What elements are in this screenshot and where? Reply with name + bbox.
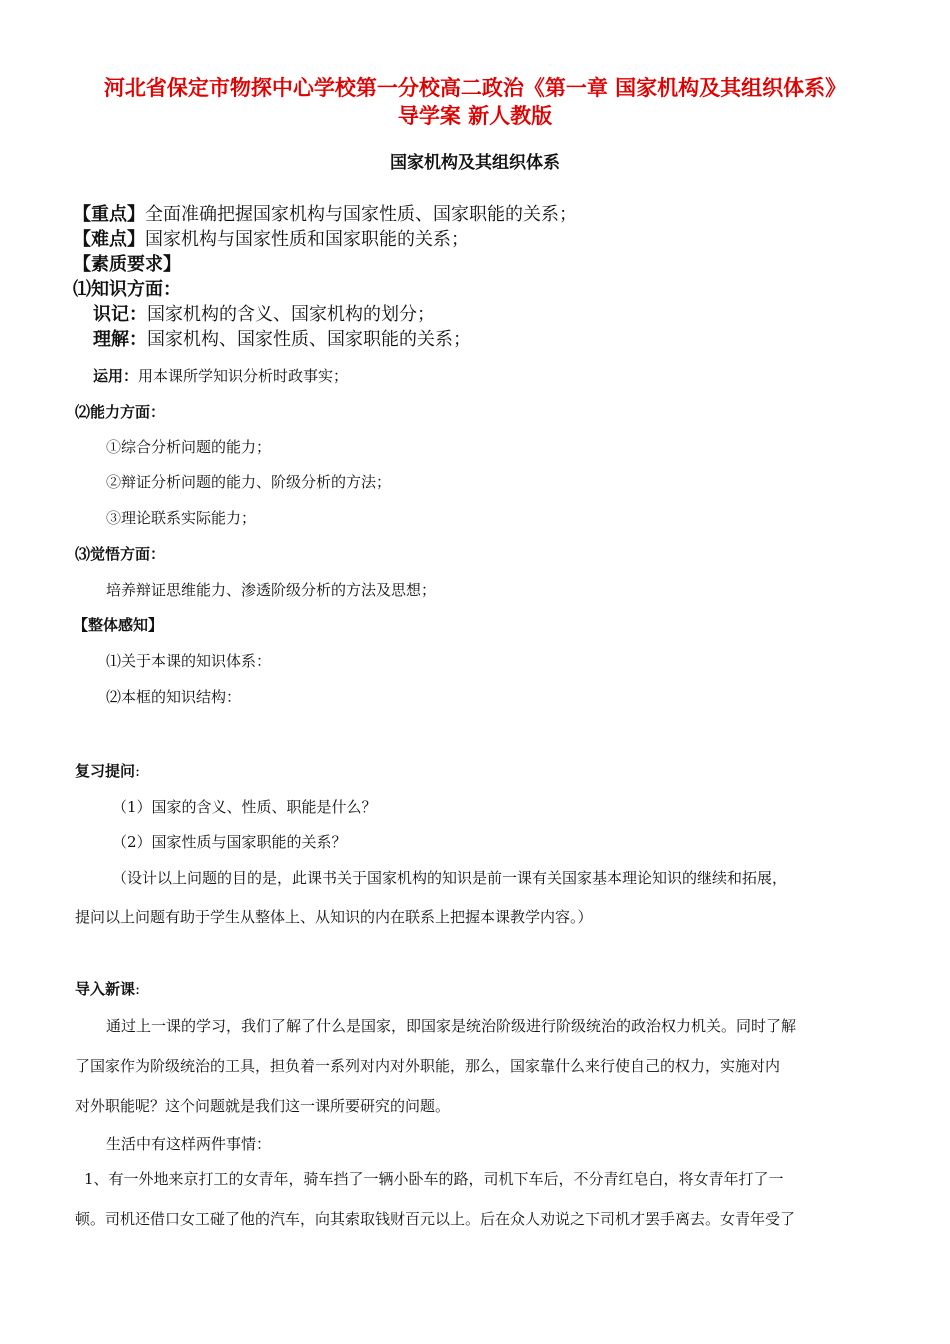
doc-title-line1: 河北省保定市物探中心学校第一分校高二政治《第一章 国家机构及其组织体系》 <box>103 76 847 100</box>
ability-heading: ⑵能力方面： <box>75 403 166 421</box>
understand-text: 国家机构、国家性质、国家职能的关系； <box>147 329 471 350</box>
understand-line <box>93 325 471 351</box>
overall-item-2: ⑵本框的知识结构： <box>106 688 242 706</box>
memorize-line <box>93 300 435 326</box>
intro-paragraph-1-line-1: 通过上一课的学习，我们了解了什么是国家，即国家是统治阶级进行阶级统治的政治权力机关。同时了解 <box>106 1017 797 1035</box>
review-note-line-1: （设计以上问题的目的是，此课书关于国家机构的知识是前一课有关国家基本理论知识的继续和拓展， <box>112 869 788 887</box>
overall-item-1: ⑴关于本课的知识体系： <box>106 652 272 670</box>
memorize-text: 国家机构的含义、国家机构的划分； <box>147 304 435 325</box>
memorize-label: 识记： <box>93 304 147 325</box>
ability-item-2: ②辩证分析问题的能力、阶级分析的方法； <box>106 473 392 491</box>
doc-subtitle: 国家机构及其组织体系 <box>390 153 560 173</box>
review-heading: 复习提问 <box>75 762 136 780</box>
awareness-text: 培养辩证思维能力、渗透阶级分析的方法及思想； <box>106 581 437 599</box>
key-point-line <box>73 200 577 226</box>
difficulty-line <box>73 225 469 251</box>
review-question-2: （2）国家性质与国家职能的关系？ <box>112 833 347 851</box>
key-point-label: 【重点】 <box>73 204 145 225</box>
review-question-1: （1）国家的含义、性质、职能是什么？ <box>112 798 377 816</box>
ability-item-3: ③理论联系实际能力； <box>106 509 257 527</box>
apply-text: 用本课所学知识分析时政事实； <box>138 367 349 385</box>
intro-heading-line <box>75 978 140 999</box>
intro-colon: : <box>135 980 141 998</box>
apply-line <box>93 365 348 386</box>
quality-requirement-label: 【素质要求】 <box>73 254 181 275</box>
difficulty-label: 【难点】 <box>73 229 145 250</box>
review-note-line-2: 提问以上问题有助于学生从整体上、从知识的内在联系上把握本课教学内容。） <box>75 908 593 926</box>
overall-heading: 【整体感知】 <box>73 616 164 634</box>
knowledge-heading <box>73 275 181 301</box>
quality-requirement-line <box>73 250 181 276</box>
knowledge-heading-text: ⑴知识方面： <box>73 279 181 300</box>
apply-label: 运用： <box>93 367 139 385</box>
awareness-heading: ⑶觉悟方面： <box>75 545 166 563</box>
ability-item-1: ①综合分析问题的能力； <box>106 438 272 456</box>
intro-paragraph-1-line-3: 对外职能呢？这个问题就是我们这一课所要研究的问题。 <box>75 1097 451 1115</box>
understand-label: 理解： <box>93 329 147 350</box>
intro-paragraph-1-line-2: 了国家作为阶级统治的工具，担负着一系列对内对外职能，那么，国家靠什么来行使自己的权力，实施对内 <box>75 1057 781 1075</box>
intro-paragraph-3-line-2: 顿。司机还借口女工碰了他的汽车，向其索取钱财百元以上。后在众人劝说之下司机才罢手离去。女青年受了 <box>75 1210 796 1228</box>
difficulty-text: 国家机构与国家性质和国家职能的关系； <box>145 229 469 250</box>
doc-title-line2: 导学案 新人教版 <box>397 104 553 128</box>
review-heading-line <box>75 760 140 781</box>
intro-heading: 导入新课 <box>75 980 136 998</box>
review-colon: : <box>135 762 141 780</box>
intro-paragraph-2: 生活中有这样两件事情： <box>106 1135 272 1153</box>
key-point-text: 全面准确把握国家机构与国家性质、国家职能的关系； <box>145 204 577 225</box>
intro-paragraph-3-line-1: 1、有一外地来京打工的女青年，骑车挡了一辆小卧车的路，司机下车后，不分青红皂白，将女青年打了一 <box>84 1170 784 1188</box>
